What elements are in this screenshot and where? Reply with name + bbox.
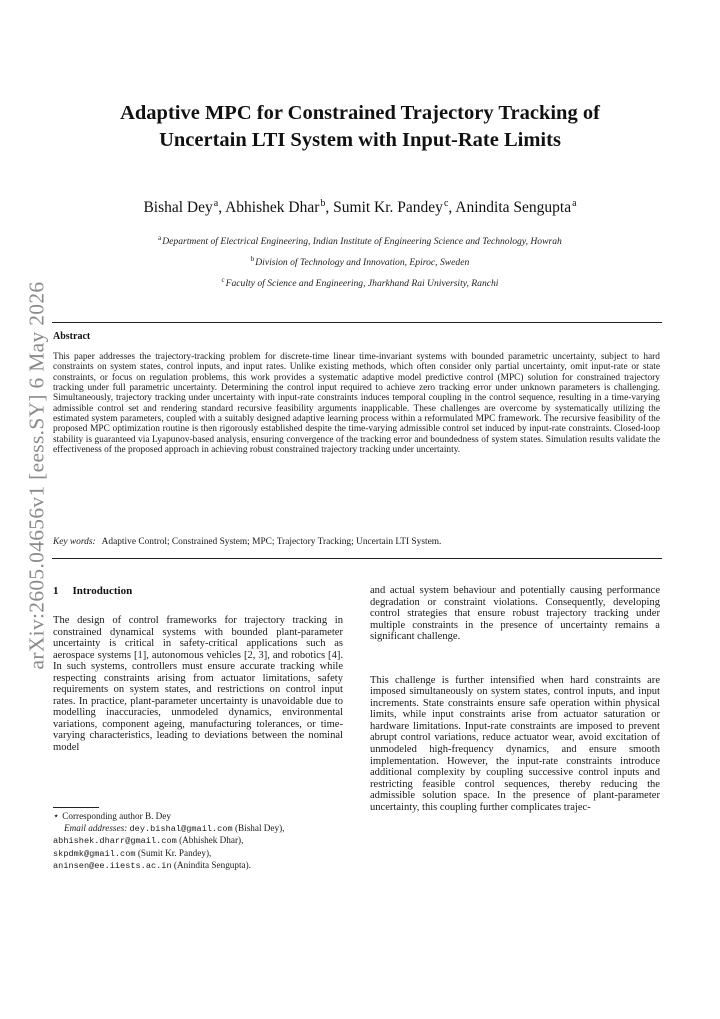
author-affiliation-mark: c bbox=[443, 198, 449, 209]
author-affiliation-mark: a bbox=[213, 198, 219, 209]
email-link[interactable]: skpdmk@gmail.com bbox=[53, 848, 136, 859]
affiliation-text: Department of Electrical Engineering, Indian Institute of Engineering Science and Technology, Howrah bbox=[162, 236, 562, 247]
affiliation-mark: c bbox=[221, 276, 225, 284]
footnote-email-line bbox=[53, 823, 353, 836]
keywords-label: Key words: bbox=[53, 537, 96, 547]
footnote-rule bbox=[53, 807, 99, 808]
footnote-star-mark: ⋆ bbox=[53, 811, 60, 822]
left-column bbox=[53, 585, 343, 754]
author-name: Abhishek Dhar bbox=[225, 199, 320, 216]
affiliation-mark: b bbox=[250, 255, 255, 263]
section-title: Introduction bbox=[72, 585, 133, 597]
author-affiliation-mark: b bbox=[320, 198, 326, 209]
footnote-email-line bbox=[53, 860, 353, 873]
email-link[interactable]: aninsen@ee.iiests.ac.in bbox=[53, 861, 172, 872]
email-owner: (Bishal Dey), bbox=[234, 822, 285, 833]
affiliation-a bbox=[60, 234, 660, 247]
arxiv-identifier-stamp bbox=[22, 281, 52, 669]
abstract-top-rule bbox=[52, 322, 662, 323]
author-name: Anindita Sengupta bbox=[455, 199, 572, 216]
keywords-text: Adaptive Control; Constrained System; MPC; Trajectory Tracking; Uncertain LTI System. bbox=[101, 537, 442, 547]
affiliation-text: Division of Technology and Innovation, Epiroc, Sweden bbox=[255, 257, 470, 268]
section-heading bbox=[53, 585, 343, 597]
email-owner: (Sumit Kr. Pandey), bbox=[137, 847, 212, 858]
author-name: Bishal Dey bbox=[143, 199, 213, 216]
footnote-email-label: Email addresses: bbox=[64, 822, 128, 833]
footnote-corresponding-text: Corresponding author B. Dey bbox=[62, 811, 171, 821]
title-line-1: Adaptive MPC for Constrained Trajectory Tracking of bbox=[120, 102, 600, 124]
email-link[interactable]: abhishek.dharr@gmail.com bbox=[53, 836, 177, 847]
email-owner: (Anindita Sengupta). bbox=[173, 860, 251, 871]
keywords-line bbox=[53, 537, 660, 547]
title-line-2: Uncertain LTI System with Input-Rate Limits bbox=[159, 129, 561, 151]
footnote-email-line bbox=[53, 848, 353, 861]
abstract-bottom-rule bbox=[52, 558, 662, 559]
intro-paragraph-right-2: This challenge is further intensified when hard constraints are imposed simultaneously on system states, control inputs, and input increments. State constraints ensure safe operation within physical limits, while input constraints arise from actuator saturation or hardware limitations. Input-rate constraints are imposed to prevent abrupt control variations, reduce actuator wear, avoid excitation of unmodeled high-frequency dynamics, and ensure smooth implementation. However, the input-rate constraints introduce additional complexity by coupling successive control inputs and restricting feasible control sequences, thereby reducing the admissible solution space. In the presence of plant-parameter uncertainty, this coupling further complicates trajec- bbox=[370, 674, 660, 813]
paper-title bbox=[60, 100, 660, 154]
email-owner: (Abhishek Dhar), bbox=[179, 835, 244, 846]
intro-paragraph-right-1: and actual system behaviour and potentially causing performance degradation or constraint violations. Consequently, developing control strategies that ensure robust trajectory tracking under multiple constraints in the presence of uncertainty remains a significant challenge. bbox=[370, 585, 660, 643]
affiliation-c bbox=[60, 276, 660, 289]
affiliation-b bbox=[60, 255, 660, 268]
email-link[interactable]: dey.bishal@gmail.com bbox=[129, 823, 233, 834]
footnote-corresponding-line bbox=[53, 811, 353, 823]
abstract-text: This paper addresses the trajectory-tracking problem for discrete-time linear time-invariant systems with bounded parametric uncertainty, subject to hard constraints on system states, control inputs, and input rates. Unlike existing methods, which often consider only partial uncertainty, omit input-rate or state constraints, or focus on regulation problems, this work provides a systematic adaptive model predictive control (MPC) solution for constrained trajectory tracking under full parametric uncertainty. Determining the control input required to achieve zero tracking error under unknown parameters is challenging. Simultaneously, trajectory tracking under uncertainty with input-rate constraints induces temporal coupling in the control sequence, resulting in a time-varying admissible control set and rendering standard recursive feasibility arguments inapplicable. These challenges are overcome by systematically utilizing the estimated system parameters, coupled with a suitably designed adaptive learning process within a reformulated MPC framework. The recursive feasibility of the proposed MPC optimization routine is then rigorously established despite the time-varying admissible control set induced by input-rate constraints. Closed-loop stability is guaranteed via Lyapunov-based analysis, ensuring convergence of the tracking error and boundedness of system states. Simulation results validate the effectiveness of the proposed approach in achieving robust constrained trajectory tracking under uncertainty. bbox=[53, 352, 660, 456]
affiliation-mark: a bbox=[158, 234, 162, 242]
affiliation-text: Faculty of Science and Engineering, Jharkhand Rai University, Ranchi bbox=[225, 278, 499, 289]
right-column bbox=[370, 585, 660, 813]
arxiv-identifier-text: arXiv:2605.04656v1 [eess.SY] 6 May 2026 bbox=[24, 281, 49, 669]
section-number: 1 bbox=[53, 585, 59, 597]
author-affiliation-mark: a bbox=[572, 198, 577, 209]
author-name: Sumit Kr. Pandey bbox=[333, 199, 443, 216]
footnote-email-line bbox=[53, 835, 353, 848]
author-list: Bishal Dey$^a$, Abhishek Dhar$^b$, Sumit Kr. Pandey$^c$, Anindita Sengupta$^a$ bbox=[143, 198, 577, 216]
abstract-heading: Abstract bbox=[53, 331, 91, 342]
intro-paragraph-left: The design of control frameworks for trajectory tracking in constrained dynamical systems with bounded plant-parameter uncertainty is critical in safety-critical applications such as aerospace systems [1], autonomous vehicles [2, 3], and robotics [4]. In such systems, controllers must ensure accurate tracking while respecting constraints arising from actuator limitations, safety requirements on system states, and restrictions on control input rates. In practice, plant-parameter uncertainty is unavoidable due to modelling inaccuracies, unmodeled dynamics, environmental variations, component ageing, manufacturing tolerances, or time-varying characteristics, leading to deviations between the nominal model bbox=[53, 615, 343, 754]
footnote bbox=[53, 811, 353, 873]
